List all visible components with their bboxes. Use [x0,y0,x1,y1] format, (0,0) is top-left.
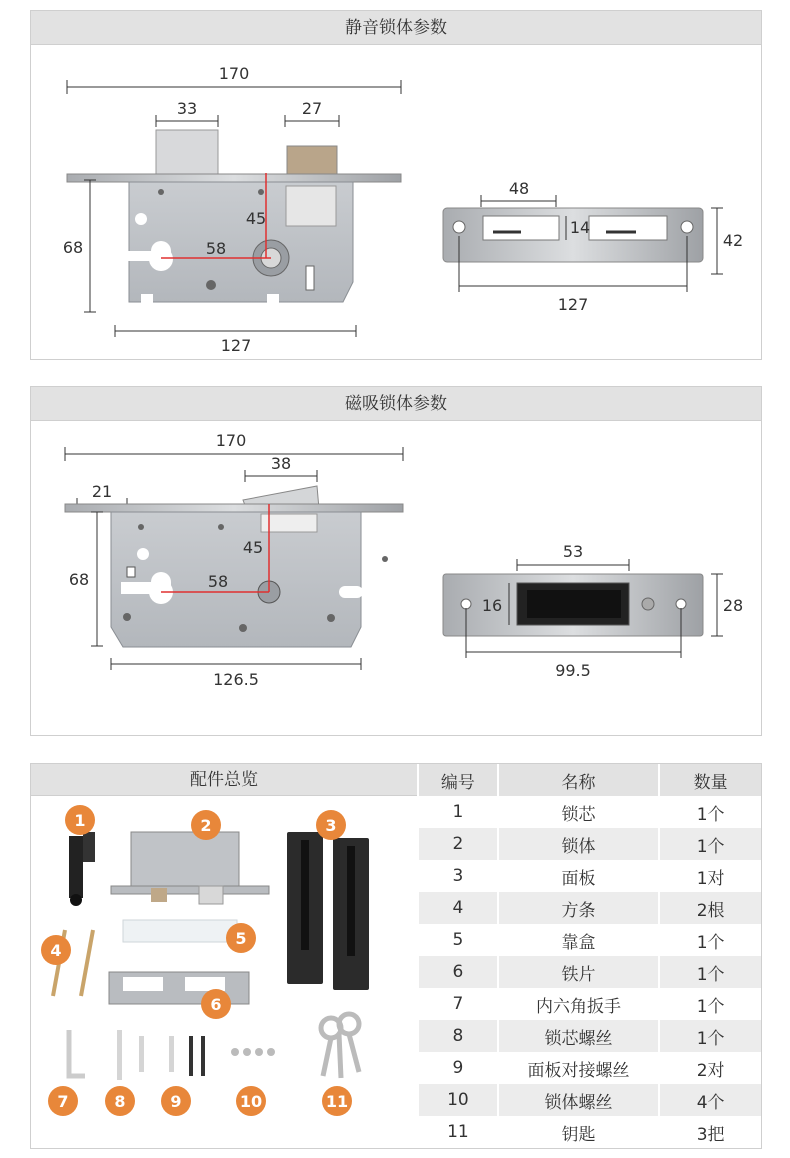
table-row [418,860,761,892]
part-panels [287,832,369,990]
cell-name: 锁体 [498,828,659,860]
cell-no: 1 [418,796,498,828]
svg-text:126.5: 126.5 [213,670,259,689]
dim-28 [711,574,743,636]
part-lock-body [111,832,269,904]
cell-no: 7 [418,988,498,1020]
svg-text:127: 127 [557,295,589,314]
cell-name: 铁片 [498,956,659,988]
cell-no: 4 [418,892,498,924]
magnetic-lock-body [65,486,403,647]
table-row [418,988,761,1020]
svg-text:6: 6 [210,995,222,1014]
dim-53 [517,542,629,571]
cell-qty: 2根 [659,892,761,924]
table-row [418,796,761,828]
silent-lock-panel [30,10,762,360]
svg-text:99.5: 99.5 [555,661,591,680]
part-keys [321,1014,359,1078]
magnetic-lock-panel [30,386,762,736]
svg-text:28: 28 [722,596,744,615]
svg-text:16: 16 [481,596,503,615]
part-screws [117,1030,275,1080]
svg-text:8: 8 [114,1092,126,1111]
svg-text:127: 127 [220,336,252,355]
cell-qty: 1个 [659,1020,761,1052]
part-cylinder [69,832,95,906]
dim-58: 58 [205,239,227,258]
magnetic-lock-diagram [31,422,761,736]
svg-text:7: 7 [57,1092,69,1111]
header-name: 名称 [498,764,659,796]
svg-text:1: 1 [74,811,86,830]
table-row [418,892,761,924]
parts-illustration [31,796,417,1148]
badge-2 [191,810,221,840]
parts-section [30,763,762,1149]
svg-text:5: 5 [235,929,247,948]
badge-5 [226,923,256,953]
cell-no: 3 [418,860,498,892]
dim-68 [63,180,96,312]
svg-text:9: 9 [170,1092,182,1111]
silent-lock-title: 静音锁体参数 [31,11,761,45]
svg-text:48: 48 [508,179,530,198]
badge-3 [316,810,346,840]
table-row [418,1020,761,1052]
badge-8 [105,1086,135,1116]
parts-table-header [418,764,761,796]
cell-no: 2 [418,828,498,860]
svg-text:170: 170 [218,64,250,83]
svg-text:68: 68 [62,238,84,257]
cell-name: 靠盒 [498,924,659,956]
badge-9 [161,1086,191,1116]
svg-text:11: 11 [325,1092,349,1111]
badge-10 [236,1086,266,1116]
svg-text:10: 10 [239,1092,263,1111]
svg-text:33: 33 [176,99,198,118]
dim-42 [711,208,743,274]
table-row [418,828,761,860]
badge-7 [48,1086,78,1116]
cell-name: 钥匙 [498,1116,659,1148]
badge-1 [65,805,95,835]
dim-127 [115,325,356,355]
part-strike-box [123,920,237,942]
dim-33 [156,99,218,127]
cell-name: 锁芯 [498,796,659,828]
dim-48 [481,179,556,207]
magnetic-lock-title: 磁吸锁体参数 [31,387,761,421]
part-hex-wrench [69,1030,85,1076]
header-qty: 数量 [659,764,761,796]
dim-170 [67,64,401,94]
cell-name: 内六角扳手 [498,988,659,1020]
dim-14 [566,216,590,240]
svg-text:14: 14 [569,218,591,237]
svg-text:27: 27 [301,99,323,118]
table-row [418,1084,761,1116]
dim-45: 45 [245,209,267,228]
badge-6 [201,989,231,1019]
cell-qty: 1个 [659,988,761,1020]
dim-27 [285,99,339,127]
dim-58-mag: 58 [207,572,229,591]
parts-overview-title: 配件总览 [31,764,417,796]
cell-name: 锁体螺丝 [498,1084,659,1116]
cell-no: 5 [418,924,498,956]
cell-qty: 2对 [659,1052,761,1084]
cell-no: 10 [418,1084,498,1116]
svg-text:2: 2 [200,816,212,835]
cell-qty: 1个 [659,924,761,956]
svg-text:3: 3 [325,816,337,835]
svg-text:68: 68 [68,570,90,589]
silent-lock-body [67,130,401,304]
dim-38 [245,454,317,482]
svg-text:42: 42 [722,231,744,250]
table-row [418,1116,761,1148]
svg-text:4: 4 [50,941,62,960]
cell-name: 锁芯螺丝 [498,1020,659,1052]
silent-lock-diagram [31,46,761,360]
cell-qty: 3把 [659,1116,761,1148]
cell-name: 面板 [498,860,659,892]
cell-qty: 1对 [659,860,761,892]
cell-qty: 1个 [659,796,761,828]
cell-name: 方条 [498,892,659,924]
cell-no: 8 [418,1020,498,1052]
dim-45-mag: 45 [242,538,264,557]
table-row [418,924,761,956]
cell-no: 9 [418,1052,498,1084]
badge-4 [41,935,71,965]
svg-text:53: 53 [562,542,584,561]
table-row [418,1052,761,1084]
dim-68-mag [69,512,103,646]
cell-qty: 1个 [659,828,761,860]
table-row [418,956,761,988]
svg-text:170: 170 [215,431,247,450]
parts-table [417,764,761,1148]
cell-no: 11 [418,1116,498,1148]
svg-text:21: 21 [91,482,113,501]
svg-text:38: 38 [270,454,292,473]
cell-no: 6 [418,956,498,988]
cell-qty: 4个 [659,1084,761,1116]
cell-qty: 1个 [659,956,761,988]
dim-126-5 [111,658,361,689]
parts-overview [31,764,417,1148]
badge-11 [322,1086,352,1116]
header-no: 编号 [418,764,498,796]
dim-170-mag [65,431,403,461]
cell-name: 面板对接螺丝 [498,1052,659,1084]
